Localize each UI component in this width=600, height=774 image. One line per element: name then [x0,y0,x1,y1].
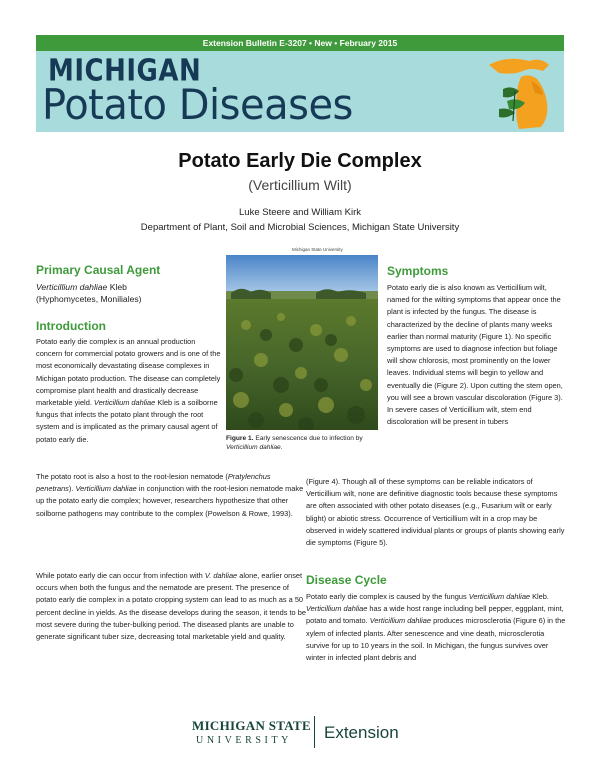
logo-divider [314,716,315,748]
introduction-heading: Introduction [36,319,106,333]
disease-cycle-heading: Disease Cycle [306,573,387,587]
msu-extension-logo [192,714,422,754]
authors: Luke Steere and William Kirk [239,207,361,218]
page-title: Potato Early Die Complex [178,150,422,172]
banner-michigan: MICHIGAN [48,54,202,89]
department: Department of Plant, Soil and Microbial Sciences, Michigan State University [140,222,460,233]
photo-credit: Michigan State University [292,247,343,252]
disease-cycle-paragraph: Potato early die complex is caused by the fungus Verticillium dahliae Kleb. Verticillium dahliae has a wide host range including bell pepper, eggplant, mint, potato and tomato. Verticillium dahliae produces microsclerotia (Figure 6) in the xylem of infected plants. After senescence and vine death, microsclerotia survive for up to 10 years in the soil. In Michigan, the fungus survives over winter in infected plant debris and [306,592,566,663]
symptoms-paragraph-2: (Figure 4). Though all of these symptoms can be reliable indicators of Verticillium wilt, none are definitive diagnostic tools because these symptoms are often associated with other potato diseases (e.g., Fusarium wilt or early blight) or abiotic stress. Occurrence of Verticillium wilt in a crop may be observed in widely scattered individual plants or groups of plants showing early die symptoms (Figure 5). [306,477,565,548]
figure-1-caption: Figure 1. Early senescence due to infection by Verticillium dahliae. [226,435,363,451]
page-subtitle: (Verticillium Wilt) [248,177,352,193]
michigan-leaf-icon [469,51,564,132]
symptoms-paragraph-1: Potato early die is also known as Verticillium wilt, named for the wilting symptoms that appear once the plant is infected by the fungus. The disease is characterized by the decline of plants many weeks earlier than normal maturity (Figure 1). No specific symptoms are used to diagnose infection but foliage will show chlorosis, most prominently on the lower leaves. Individual stems will begin to yellow and eventually die (Figure 2). Upon cutting the stem open, you will see a brown vascular discoloration (Figure 3). In severe cases of Verticillium wilt, stem end discoloration will be present in tubers [387,283,563,427]
intro-paragraph-3: While potato early die can occur from infection with V. dahliae alone, earlier onset occurs when both the fungus and the nematode are present. The presence of potato early die complex in a potato cropping system can lead to as much as a 50 percent decline in yields. As the disease develops during the season, it tends to be most severe during the tuber-bulking period. The diseased plants are unable to generate significant tuber size, decreasing total marketable yield and quality. [36,571,306,642]
intro-paragraph-1: Potato early die complex is an annual production concern for commercial potato growers and is one of the most economically devastating disease complexes in Michigan potato production. The disease can completely compromise plant health and drastically decrease marketable yield. Verticillium dahliae Kleb is a soilborne fungus that infects the potato plant through the root system and is implicated as the primary causal agent of potato early die. [36,337,221,444]
banner-series-title: Potato Diseases [42,81,353,130]
primary-agent-heading: Primary Causal Agent [36,263,161,277]
symptoms-heading: Symptoms [387,264,449,278]
agent-species: Verticillium dahliae [36,282,108,292]
agent-author: Kleb [107,282,127,292]
bulletin-text: Extension Bulletin E-3207 • New • February 2015 [202,38,398,48]
msu-name: MICHIGAN STATE [192,718,311,733]
series-banner [36,51,564,132]
primary-agent-text [36,281,142,305]
intro-paragraph-2: The potato root is also a host to the root-lesion nematode (Pratylenchus penetrans). Verticillium dahliae in conjunction with the root-lesion nematode make up the potato early die complex; however, researchers hypothesize that other soilborne pathogens may contribute to the complex (Powelson & Rowe, 1993). [36,472,304,518]
msu-university: UNIVERSITY [196,735,292,746]
potato-field-photo [226,255,378,430]
bulletin-bar [36,35,564,51]
agent-classification: (Hyphomycetes, Moniliales) [36,294,142,304]
extension-label: Extension [324,723,399,742]
